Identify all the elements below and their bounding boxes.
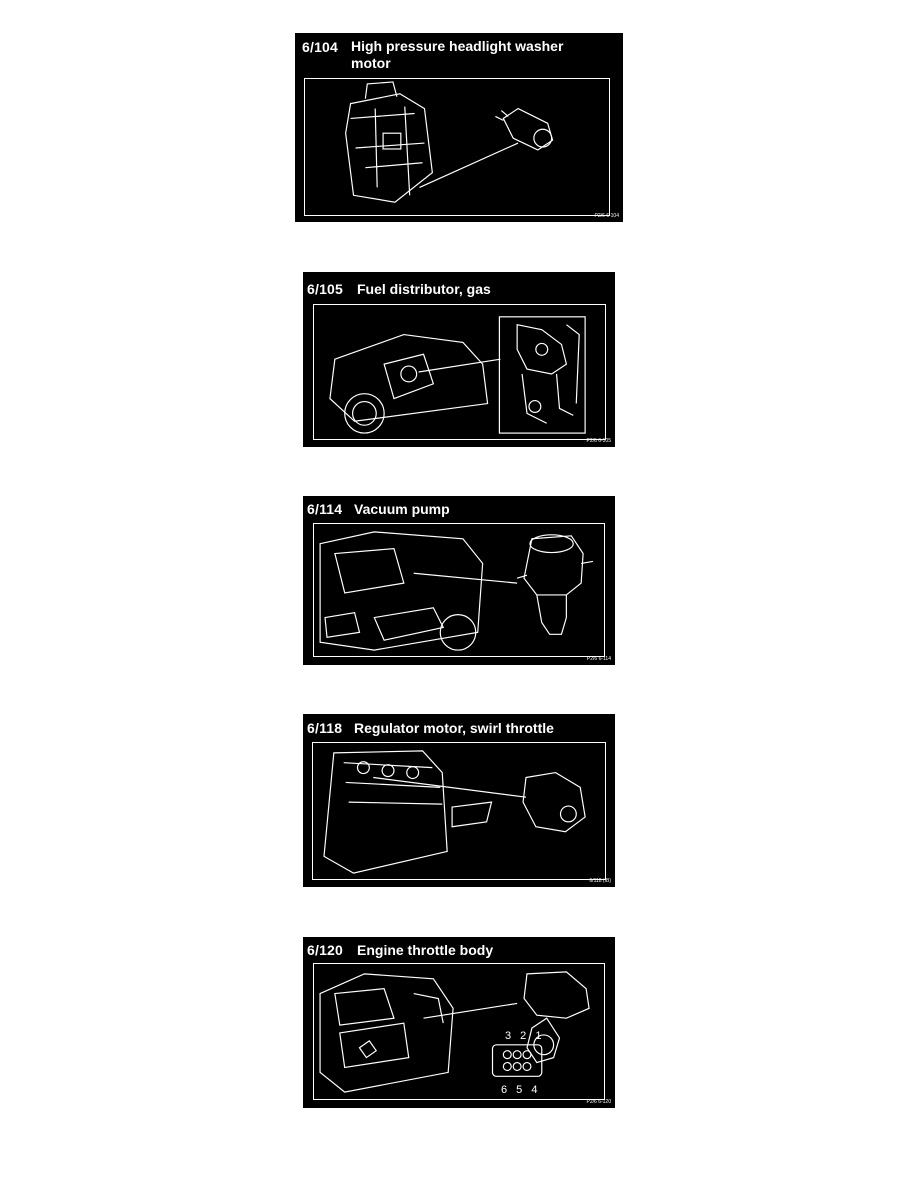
washer-motor-illustration xyxy=(305,79,609,215)
figure-card-6-104 xyxy=(295,33,623,222)
figure-code: 6/114 xyxy=(307,501,343,517)
connector-pins-top: 3 2 1 xyxy=(505,1030,545,1042)
figure-code: 6/120 xyxy=(307,942,344,958)
figure-illustration-frame xyxy=(313,963,605,1100)
figure-title: Fuel distributor, gas xyxy=(357,281,491,297)
swirl-throttle-illustration xyxy=(313,743,605,879)
figure-illustration-frame xyxy=(304,78,610,216)
figure-card-6-114 xyxy=(303,496,615,665)
figure-illustration-frame xyxy=(312,742,606,880)
figure-title: Regulator motor, swirl throttle xyxy=(354,720,554,736)
figure-title: Engine throttle body xyxy=(357,942,494,958)
figure-code: 6/118 xyxy=(307,720,343,736)
figure-reference: 6/118 (IB) xyxy=(589,878,611,884)
figure-reference: P2/6 6-105 xyxy=(586,438,611,444)
figure-code: 6/105 xyxy=(307,281,344,297)
figure-illustration-frame xyxy=(313,523,605,657)
throttle-body-illustration xyxy=(314,964,604,1099)
figure-title: High pressure headlight washer motor xyxy=(351,38,564,71)
figure-card-6-120 xyxy=(303,937,615,1108)
figure-reference: P2/6 6-120 xyxy=(586,1099,611,1105)
figure-code: 6/104 xyxy=(302,39,339,55)
vacuum-pump-illustration xyxy=(314,524,604,656)
figure-card-6-118 xyxy=(303,714,615,887)
connector-pins-bottom: 6 5 4 xyxy=(501,1084,541,1096)
figure-reference: P2/6 6-104 xyxy=(594,213,619,219)
figure-card-6-105 xyxy=(303,272,615,447)
figure-illustration-frame xyxy=(313,304,606,440)
figure-reference: P2/6 6-114 xyxy=(586,656,611,662)
figure-title: Vacuum pump xyxy=(354,501,450,517)
fuel-distributor-illustration xyxy=(314,305,605,439)
